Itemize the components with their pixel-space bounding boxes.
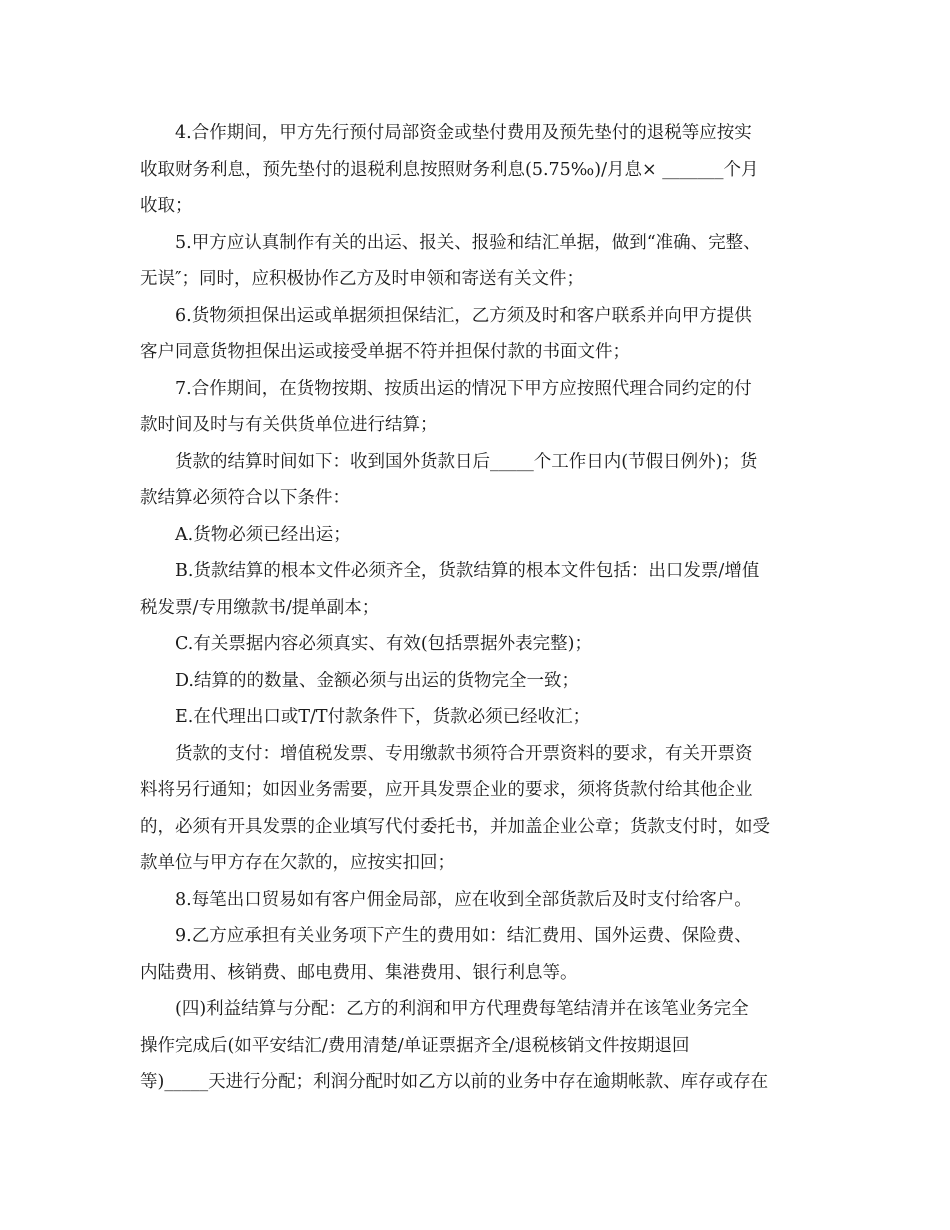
text-line: 4.合作期间，甲方先行预付局部资金或垫付费用及预先垫付的退税等应按实 <box>175 123 752 143</box>
text-line: 税发票/专用缴款书/提单副本； <box>140 597 380 618</box>
text-line: 内陆费用、核销费、邮电费用、集港费用、银行利息等。 <box>140 962 578 983</box>
text-line: A.货物必须已经出运； <box>175 524 351 545</box>
document-body <box>140 115 810 1101</box>
text-line: 收取； <box>140 196 193 216</box>
text-line: B.货款结算的根本文件必须齐全，货款结算的根本文件包括：出口发票/增值 <box>175 561 760 581</box>
text-line: 货款的支付：增值税发票、专用缴款书须符合开票资料的要求，有关开票资 <box>175 743 753 764</box>
text-line: 的，必须有开具发票的企业填写代付委托书，并加盖企业公章；货款支付时，如受 <box>140 816 770 837</box>
text-line: D.结算的的数量、金额必须与出运的货物完全一致； <box>175 670 579 691</box>
text-line: 客户同意货物担保出运或接受单据不符并担保付款的书面文件； <box>140 342 630 362</box>
text-line: 操作完成后(如平安结汇/费用清楚/单证票据齐全/退税核销文件按期退回 <box>140 1035 690 1056</box>
text-line: 款结算必须符合以下条件： <box>140 488 350 508</box>
text-line: C.有关票据内容必须真实、有效(包括票据外表完整)； <box>175 634 592 654</box>
text-line: 6.货物须担保出运或单据须担保结汇，乙方须及时和客户联系并向甲方提供 <box>175 305 752 326</box>
text-line: 款单位与甲方存在欠款的，应按实扣回； <box>140 853 455 873</box>
text-line: 8.每笔出口贸易如有客户佣金局部，应在收到全部货款后及时支付给客户。 <box>175 889 752 910</box>
text-line: 等)_____天进行分配；利润分配时如乙方以前的业务中存在逾期帐款、库存或存在 <box>140 1072 769 1092</box>
text-line: 料将另行通知；如因业务需要，应开具发票企业的要求，须将货款付给其他企业 <box>140 780 753 800</box>
text-line: 9.乙方应承担有关业务项下产生的费用如：结汇费用、国外运费、保险费、 <box>175 926 752 946</box>
text-line: E.在代理出口或T/T付款条件下，货款必须已经收汇； <box>175 707 591 727</box>
text-line: 款时间及时与有关供货单位进行结算； <box>140 415 438 435</box>
text-line: (四)利益结算与分配：乙方的利润和甲方代理费每笔结清并在该笔业务完全 <box>175 999 749 1019</box>
text-line: 收取财务利息，预先垫付的退税利息按照财务利息(5.75‰)/月息× _______个月 <box>140 159 759 180</box>
text-line: 5.甲方应认真制作有关的出运、报关、报验和结汇单据，做到“准确、完整、 <box>175 232 761 253</box>
text-line: 货款的结算时间如下：收到国外货款日后_____个工作日内(节假日例外)；货 <box>175 451 758 472</box>
text-line: 7.合作期间，在货物按期、按质出运的情况下甲方应按照代理合同约定的付 <box>175 378 752 399</box>
text-line: 无误″；同时，应积极协作乙方及时申领和寄送有关文件； <box>140 269 585 289</box>
